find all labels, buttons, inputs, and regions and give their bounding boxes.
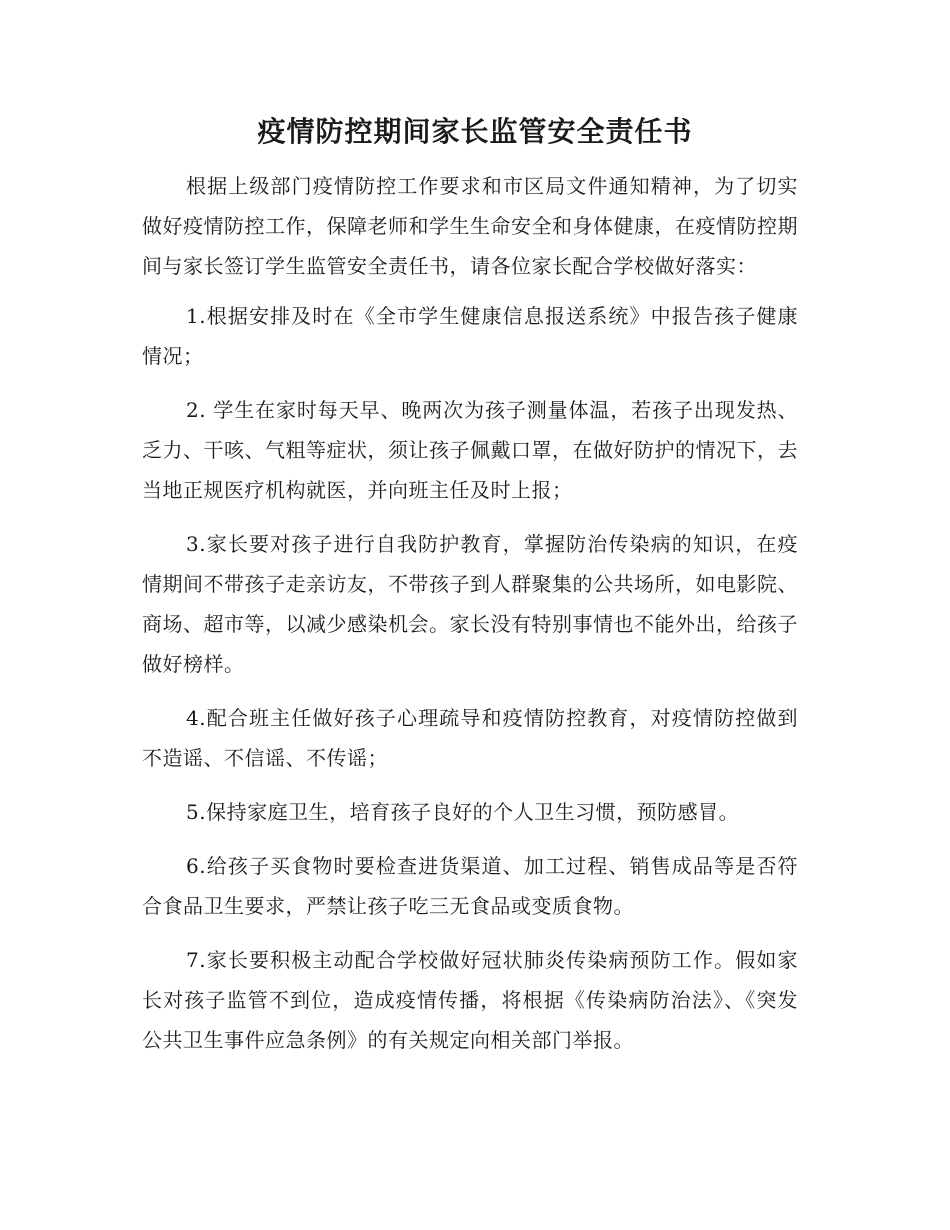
intro-paragraph: 根据上级部门疫情防控工作要求和市区局文件通知精神，为了切实做好疫情防控工作，保障老师和学生生命安全和身体健康，在疫情防控期间与家长签订学生监管安全责任书，请各位家长配合学校做好落实： xyxy=(142,174,798,278)
item-3-paragraph: 3.家长要对孩子进行自我防护教育，掌握防治传染病的知识，在疫情期间不带孩子走亲访友，不带孩子到人群聚集的公共场所，如电影院、商场、超市等，以减少感染机会。家长没有特别事情也不能外出，给孩子做好榜样。 xyxy=(142,532,798,676)
document-body xyxy=(142,166,798,1074)
document-title: 疫情防控期间家长监管安全责任书 xyxy=(257,115,693,148)
item-6-paragraph: 6.给孩子买食物时要检查进货渠道、加工过程、销售成品等是否符合食品卫生要求，严禁让孩子吃三无食品或变质食物。 xyxy=(142,854,798,918)
item-1-paragraph: 1.根据安排及时在《全市学生健康信息报送系统》中报告孩子健康情况； xyxy=(142,304,798,368)
item-4-paragraph: 4.配合班主任做好孩子心理疏导和疫情防控教育，对疫情防控做到不造谣、不信谣、不传谣； xyxy=(142,706,798,770)
item-2-paragraph: 2. 学生在家时每天早、晚两次为孩子测量体温，若孩子出现发热、乏力、干咳、气粗等症状，须让孩子佩戴口罩，在做好防护的情况下，去当地正规医疗机构就医，并向班主任及时上报； xyxy=(142,398,798,502)
item-5-paragraph: 5.保持家庭卫生，培育孩子良好的个人卫生习惯，预防感冒。 xyxy=(186,800,740,824)
item-7-paragraph: 7.家长要积极主动配合学校做好冠状肺炎传染病预防工作。假如家长对孩子监管不到位，造成疫情传播，将根据《传染病防治法》、《突发公共卫生事件应急条例》的有关规定向相关部门举报。 xyxy=(142,948,798,1052)
